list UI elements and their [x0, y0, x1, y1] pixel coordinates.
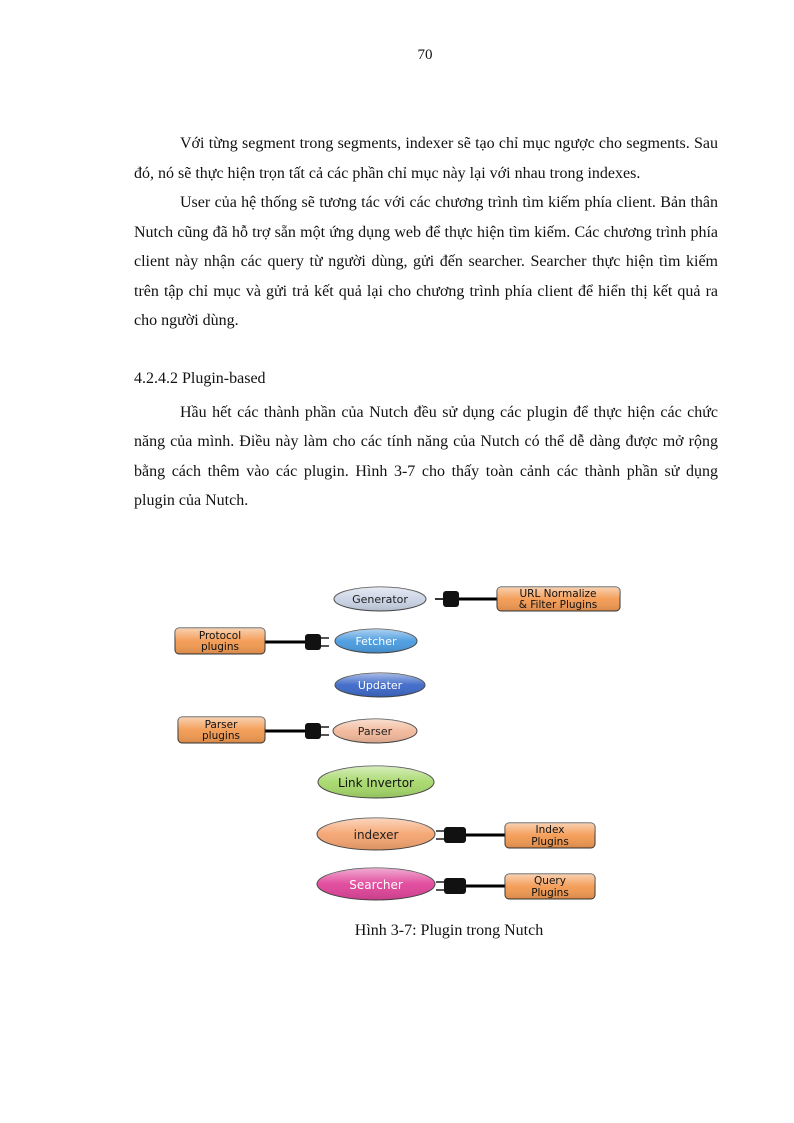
plug-icon — [305, 723, 329, 739]
plug-icon — [435, 591, 459, 607]
component-indexer — [317, 818, 435, 850]
plugin-label-line2: Plugins — [531, 887, 569, 899]
component-updater — [335, 673, 425, 697]
component-searcher — [317, 868, 435, 900]
component-label: Updater — [357, 679, 403, 692]
paragraph-plugin-based: Hầu hết các thành phần của Nutch đều sử dụng các plugin để thực hiện các chức năng của mình. Điều này làm cho các tính năng của Nutch có thể dễ dàng được mở rộng bằng cách thêm vào các plugin. Hình 3-7 cho thấy toàn cảnh các thành phần sử dụng plugin của Nutch. — [134, 403, 718, 509]
plugin-label-line2: plugins — [202, 730, 240, 742]
component-label: Parser — [357, 725, 393, 738]
section-heading: 4.2.4.2 Plugin-based — [134, 370, 266, 387]
plugin-parser — [178, 717, 265, 743]
plugin-label-line1: Index — [535, 824, 565, 836]
component-label: Generator — [352, 593, 408, 606]
component-generator — [334, 587, 426, 611]
plugin-label-line1: Parser — [204, 719, 238, 731]
component-fetcher — [335, 629, 417, 653]
component-label: Searcher — [349, 878, 403, 892]
plugin-label-line2: plugins — [201, 641, 239, 653]
component-link-invertor — [318, 766, 434, 798]
paragraph-indexer: Với từng segment trong segments, indexer sẽ tạo chỉ mục ngược cho segments. Sau đó, nó sẽ thực hiện trọn tất cả các phần chỉ mục này lại với nhau trong indexes. — [134, 135, 718, 182]
component-label: Fetcher — [355, 635, 397, 648]
plugin-protocol — [175, 628, 265, 654]
plug-icon — [436, 827, 466, 843]
component-label: Link Invertor — [338, 776, 414, 790]
plugin-label-line1: Query — [534, 875, 566, 887]
plugin-url-normalize — [497, 587, 620, 611]
plugin-label-line2: Plugins — [531, 836, 569, 848]
plugin-label-line2: & Filter Plugins — [518, 599, 598, 611]
figure-caption: Hình 3-7: Plugin trong Nutch — [354, 922, 544, 939]
plugin-label-line1: URL Normalize — [519, 588, 597, 600]
plug-icon — [436, 878, 466, 894]
plug-icon — [305, 634, 329, 650]
page-number: 70 — [417, 47, 433, 63]
plugin-query — [505, 874, 595, 899]
paragraph-user-search: User của hệ thống sẽ tương tác với các chương trình tìm kiếm phía client. Bản thân Nutch cũng đã hỗ trợ sẵn một ứng dụng web để thực hiện tìm kiếm. Các chương trình phía client này nhận các query từ người dùng, gửi đến searcher. Searcher thực hiện tìm kiếm trên tập chỉ mục và gửi trả kết quả lại cho chương trình phía client để hiển thị kết quả ra cho người dùng. — [134, 194, 718, 329]
plugin-index — [505, 823, 595, 848]
component-parser — [333, 719, 417, 743]
component-label: indexer — [353, 828, 399, 842]
plugin-label-line1: Protocol — [198, 630, 242, 642]
